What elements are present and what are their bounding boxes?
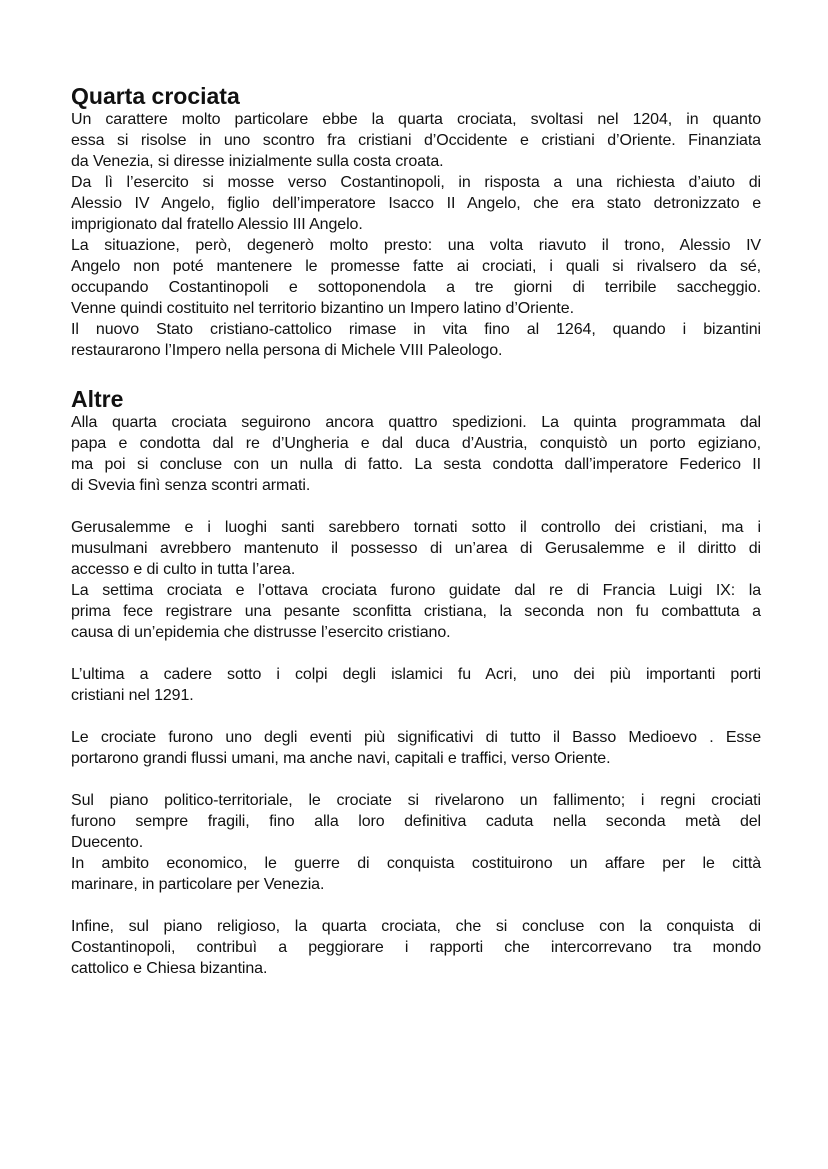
section-title: Altre: [71, 386, 124, 412]
text-line: portarono grandi flussi umani, ma anche navi, capitali e traffici, verso Oriente.: [71, 750, 611, 767]
text-line: Alla quarta crociata seguirono ancora quattro spedizioni. La quinta programmata dal: [71, 414, 761, 431]
text-line: cattolico e Chiesa bizantina.: [71, 960, 268, 977]
text-line: restaurarono l’Impero nella persona di Michele VIII Paleologo.: [71, 342, 503, 359]
text-line: Venne quindi costituito nel territorio bizantino un Impero latino d’Oriente.: [71, 300, 574, 317]
text-line: Gerusalemme e i luoghi santi sarebbero tornati sotto il controllo dei cristiani, ma i: [71, 519, 761, 536]
paragraph: [71, 517, 761, 580]
text-line: furono sempre fragili, fino alla loro definitiva caduta nella seconda metà del: [71, 813, 761, 830]
text-line: ma poi si concluse con un nulla di fatto. La sesta condotta dall’imperatore Federico II: [71, 456, 761, 473]
text-line: occupando Costantinopoli e sottoponendola a tre giorni di terribile saccheggio.: [71, 279, 761, 296]
text-line: Alessio IV Angelo, figlio dell’imperatore Isacco II Angelo, che era stato detronizzato e: [71, 195, 761, 212]
text-line: cristiani nel 1291.: [71, 687, 194, 704]
paragraph: [71, 412, 761, 496]
section-1: [71, 83, 761, 361]
paragraph: [71, 916, 761, 979]
paragraph: [71, 580, 761, 643]
document-page: [71, 83, 761, 1004]
text-line: La settima crociata e l’ottava crociata furono guidate dal re di Francia Luigi IX: la: [71, 582, 761, 599]
text-line: di Svevia finì senza scontri armati.: [71, 477, 311, 494]
text-line: In ambito economico, le guerre di conquista costituirono un affare per le città: [71, 855, 761, 872]
paragraph: [71, 664, 761, 706]
text-line: Da lì l’esercito si mosse verso Costantinopoli, in risposta a una richiesta d’aiuto di: [71, 174, 761, 191]
text-line: imprigionato dal fratello Alessio III Angelo.: [71, 216, 363, 233]
text-line: Duecento.: [71, 834, 144, 851]
paragraph: [71, 172, 761, 235]
text-line: papa e condotta dal re d’Ungheria e dal duca d’Austria, conquistò un porto egiziano,: [71, 435, 761, 452]
paragraph: [71, 109, 761, 172]
paragraph: [71, 727, 761, 769]
text-line: prima fece registrare una pesante sconfitta cristiana, la seconda non fu combattuta a: [71, 603, 761, 620]
text-line: Costantinopoli, contribuì a peggiorare i rapporti che intercorrevano tra mondo: [71, 939, 761, 956]
paragraph: [71, 790, 761, 853]
text-line: Le crociate furono uno degli eventi più significativi di tutto il Basso Medioevo . Esse: [71, 729, 761, 746]
paragraph: [71, 319, 761, 361]
text-line: musulmani avrebbero mantenuto il possesso di un’area di Gerusalemme e il diritto di: [71, 540, 761, 557]
text-line: da Venezia, si diresse inizialmente sulla costa croata.: [71, 153, 444, 170]
text-line: Il nuovo Stato cristiano-cattolico rimase in vita fino al 1264, quando i bizantini: [71, 321, 761, 338]
text-line: Angelo non poté mantenere le promesse fatte ai crociati, i quali si rivalsero da sé,: [71, 258, 761, 275]
text-line: L’ultima a cadere sotto i colpi degli islamici fu Acri, uno dei più importanti porti: [71, 666, 761, 683]
text-line: marinare, in particolare per Venezia.: [71, 876, 325, 893]
text-line: La situazione, però, degenerò molto presto: una volta riavuto il trono, Alessio IV: [71, 237, 761, 254]
text-line: accesso e di culto in tutta l’area.: [71, 561, 296, 578]
text-line: Sul piano politico-territoriale, le crociate si rivelarono un fallimento; i regni crociati: [71, 792, 761, 809]
text-line: Infine, sul piano religioso, la quarta crociata, che si concluse con la conquista di: [71, 918, 761, 935]
text-line: Un carattere molto particolare ebbe la quarta crociata, svoltasi nel 1204, in quanto: [71, 111, 761, 128]
section-2: [71, 386, 761, 979]
paragraph: [71, 235, 761, 319]
section-title: Quarta crociata: [71, 83, 240, 109]
paragraph: [71, 853, 761, 895]
text-line: causa di un’epidemia che distrusse l’esercito cristiano.: [71, 624, 451, 641]
text-line: essa si risolse in uno scontro fra cristiani d’Occidente e cristiani d’Oriente. Finanziata: [71, 132, 761, 149]
